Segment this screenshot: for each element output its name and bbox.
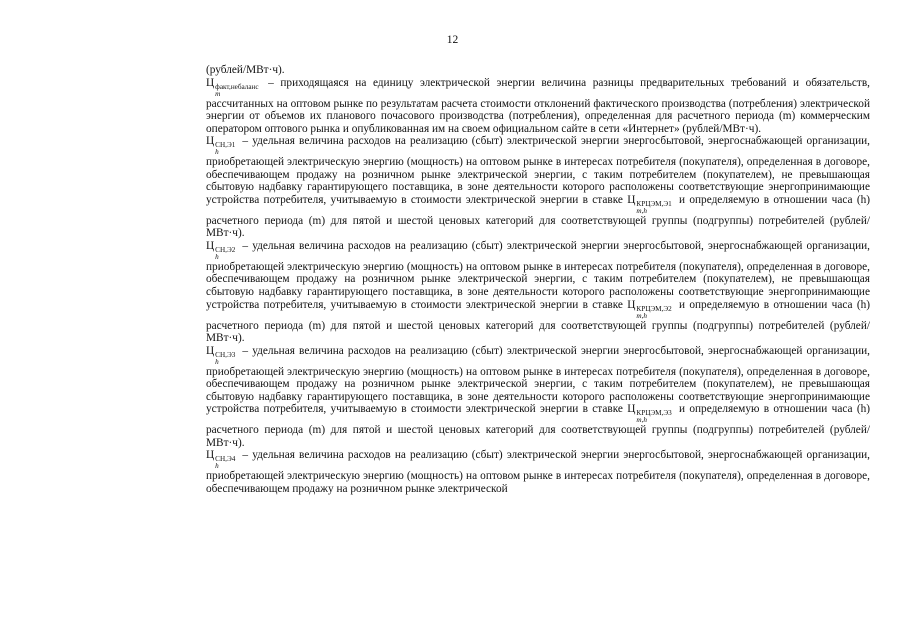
definition-text-a: – удельная величина расходов на реализацию (сбыт) электрической энергии энергосбытовой, энергоснабжающей организации, приобретающей электрическую энергию (мощность) на оптовом рынке в интересах потребителя (покупателя), определенная в договоре, обеспечивающем продажу на розничном рынке электрической энергии, с таким потребителем (покупателем), не превышающая сбытовую надбавку гарантирующего поставщика, в зоне деятельности которого расположены соответствующие энергопринимающие устройства потребителя, учитываемую в стоимости электрической энергии в ставке bbox=[206, 344, 870, 416]
symbol-c-krcem-e3: Ц КРЦЭМ,Э3 m,h bbox=[627, 403, 672, 425]
definition-text-b: и определяемую в отношении часа (h) расчетного периода (m) для пятой и шестой ценовых категорий для соответствующей группы (подгруппы) потребителей (рублей/МВт·ч). bbox=[206, 298, 870, 345]
units-line: (рублей/МВт·ч). bbox=[206, 64, 285, 76]
definition-text: – удельная величина расходов на реализацию (сбыт) электрической энергии энергосбытовой, энергоснабжающей организации, приобретающей электрическую энергию (мощность) на оптовом рынке в интересах потребителя (покупателя), определенная в договоре, обеспечивающем продажу на розничном рынке электрической bbox=[206, 449, 870, 495]
symbol-c-sn-e4: Ц СН,Э4 h bbox=[206, 449, 236, 471]
definition-sn-e4 bbox=[206, 449, 870, 495]
symbol-c-krcem-e1: Ц КРЦЭМ,Э1 m,h bbox=[627, 193, 672, 215]
definition-sn-e3 bbox=[206, 345, 870, 450]
symbol-c-sn-e3: Ц СН,Э3 h bbox=[206, 344, 236, 366]
page-number: 12 bbox=[446, 34, 459, 46]
definition-text-b: и определяемую в отношении часа (h) расчетного периода (m) для пятой и шестой ценовых категорий для соответствующей группы (подгруппы) потребителей (рублей/МВт·ч). bbox=[206, 193, 870, 240]
definition-text-b: и определяемую в отношении часа (h) расчетного периода (m) для пятой и шестой ценовых категорий для соответствующей группы (подгруппы) потребителей (рублей/МВт·ч). bbox=[206, 403, 870, 449]
definition-text-a: – удельная величина расходов на реализацию (сбыт) электрической энергии энергосбытовой, энергоснабжающей организации, приобретающей электрическую энергию (мощность) на оптовом рынке в интересах потребителя (покупателя), определенная в договоре, обеспечивающем продажу на розничном рынке электрической энергии, с таким потребителем (покупателем), не превышающая сбытовую надбавку гарантирующего поставщика, в зоне деятельности которого расположены соответствующие энергопринимающие устройства потребителя, учитываемую в стоимости электрической энергии в ставке bbox=[206, 135, 870, 206]
definition-text-a: – удельная величина расходов на реализацию (сбыт) электрической энергии энергосбытовой, энергоснабжающей организации, приобретающей электрическую энергию (мощность) на оптовом рынке в интересах потребителя (покупателя), определенная в договоре, обеспечивающем продажу на розничном рынке электрической энергии, с таким потребителем (покупателем), не превышающая сбытовую надбавку гарантирующего поставщика, в зоне деятельности которого расположены соответствующие энергопринимающие устройства потребителя, учитываемую в стоимости электрической энергии в ставке bbox=[206, 239, 870, 311]
document-body bbox=[206, 64, 870, 495]
symbol-c-sn-e2: Ц СН,Э2 h bbox=[206, 239, 236, 261]
definition-text: – приходящаяся на единицу электрической энергии величина разницы предварительных требований и обязательств, рассчитанных на оптовом рынке по результатам расчета стоимости отклонений фактического производства (потребления) электрической энергии от объемов их планового почасового производства (потребления), определенная для расчетного периода (m) коммерческим оператором оптового рынка и опубликованная им на своем официальном сайте в сети «Интернет» (рублей/МВт·ч). bbox=[206, 76, 870, 135]
definition-fact-nebalans bbox=[206, 77, 870, 136]
symbol-c-sn-e1: Ц СН,Э1 h bbox=[206, 135, 236, 157]
definition-sn-e2 bbox=[206, 240, 870, 345]
definition-sn-e1 bbox=[206, 135, 870, 240]
symbol-c-krcem-e2: Ц КРЦЭМ,Э2 m,h bbox=[627, 298, 672, 320]
symbol-c-fact-nebalans: Ц факт,небаланс m bbox=[206, 76, 259, 98]
